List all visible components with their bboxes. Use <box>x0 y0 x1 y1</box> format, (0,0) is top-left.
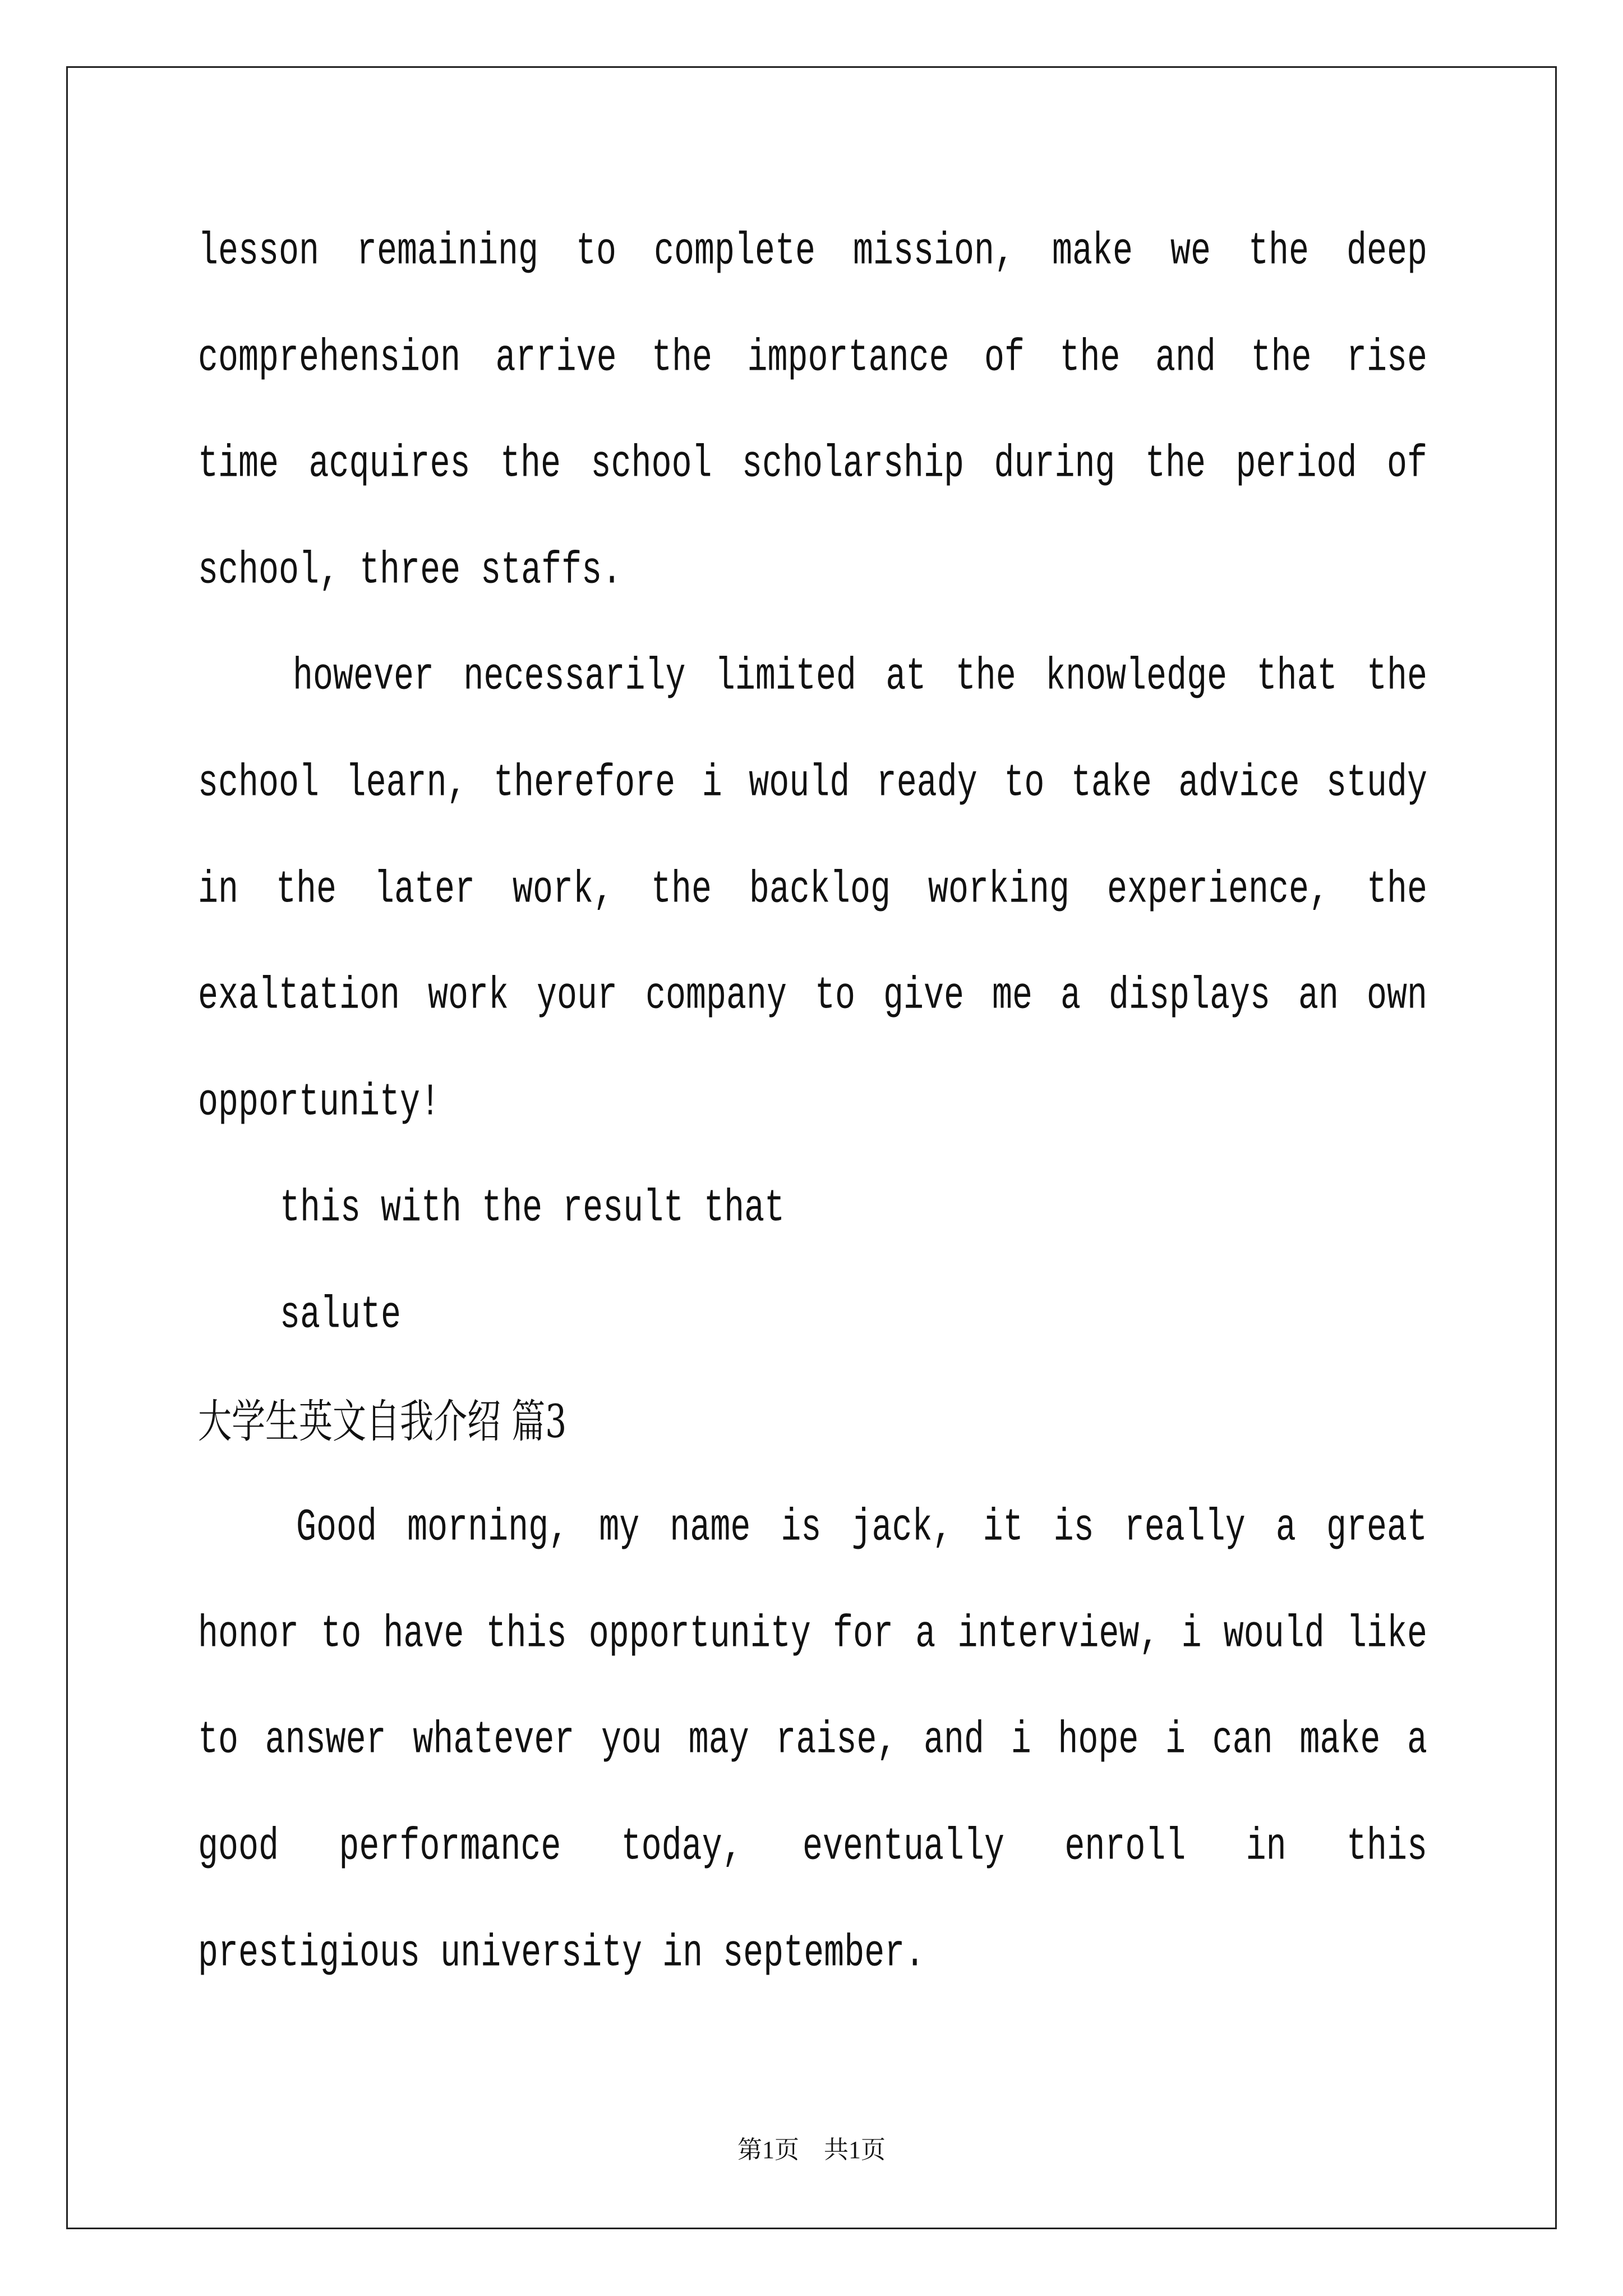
text-line: time acquires the school scholarship during the period of <box>198 439 1427 490</box>
text-line: honor to have this opportunity for a interview, i would like <box>198 1609 1427 1660</box>
text-line: lesson remaining to complete mission, make we the deep <box>198 226 1427 278</box>
text-line: school learn, therefore i would ready to take advice study <box>198 758 1427 809</box>
text-line: exaltation work your company to give me a displays an own <box>198 970 1427 1022</box>
text-line: this with the result that <box>280 1183 785 1235</box>
text-line: good performance today, eventually enroll in this <box>198 1821 1427 1873</box>
section-heading: 大学生英文自我介绍 篇3 <box>198 1395 567 1449</box>
text-line: comprehension arrive the importance of the and the rise <box>198 333 1427 384</box>
text-line: salute <box>280 1290 402 1341</box>
page-number-footer: 第1页 共1页 <box>737 2136 886 2164</box>
text-line: school, three staffs. <box>198 545 623 597</box>
text-line: opportunity! <box>198 1077 441 1129</box>
text-line: however necessarily limited at the knowledge that the <box>293 651 1427 703</box>
text-line: prestigious university in september. <box>198 1928 925 1980</box>
text-line: Good morning, my name is jack, it is really a great <box>296 1502 1427 1554</box>
text-line: to answer whatever you may raise, and i hope i can make a <box>198 1715 1427 1766</box>
text-line: in the later work, the backlog working experience, the <box>198 864 1427 916</box>
